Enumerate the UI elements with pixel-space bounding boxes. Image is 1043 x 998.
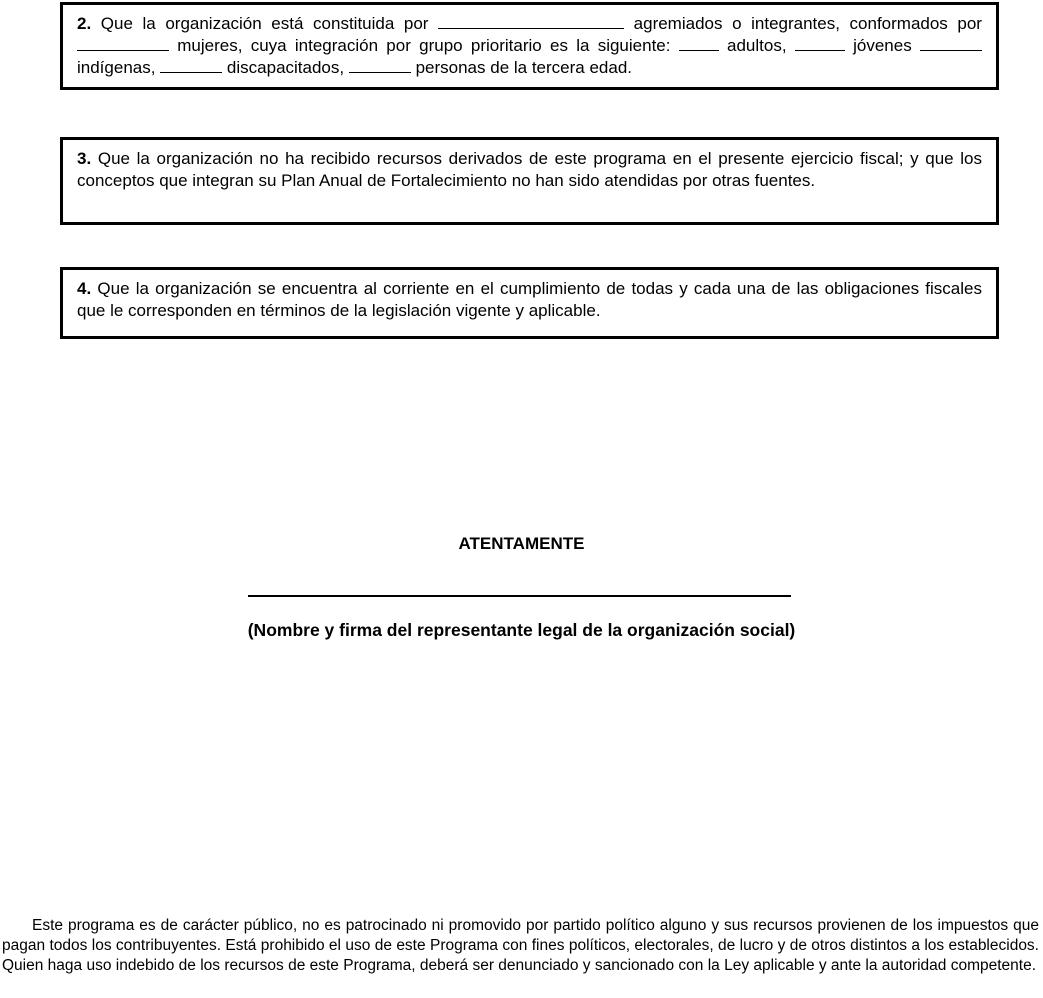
clause-2-box [60,2,999,90]
clause-2-text-part: mujeres, cuya integración por grupo prioritario es la siguiente: [177,36,671,55]
clause-2-text-part: jóvenes [853,36,912,55]
clause-2-text-part: agremiados o integrantes, conformados por [633,14,982,33]
clause-3-box [60,137,999,225]
signature-caption: (Nombre y firma del representante legal de la organización social) [247,620,796,640]
elderly-count-blank[interactable] [349,57,411,73]
clause-2-text-part: discapacitados, [226,58,345,77]
clause-4-box [60,267,999,339]
clause-4-number: 4. [77,279,92,298]
legal-disclaimer: Este programa es de carácter público, no es patrocinado ni promovido por partido político alguno y sus recursos provienen de los impuestos que pagan todos los contribuyentes. Está prohibido el uso de este Programa con fines políticos, electorales, de lucro y de otros distintos a los establecidos. Quien haga uso indebido de los recursos de este Programa, deberá ser denunciado y sancionado con la Ley aplicable y ante la autoridad competente. [2,917,1039,974]
clause-3-text: Que la organización no ha recibido recursos derivados de este programa en el presente ejercicio fiscal; y que los conceptos que integran su Plan Anual de Fortalecimiento no han sido atendidas por otras fuentes. [77,149,982,190]
disabled-count-blank[interactable] [160,57,222,73]
clause-3-number: 3. [77,149,92,168]
clause-2-number: 2. [77,14,92,33]
salutation: ATENTAMENTE [458,534,585,553]
signature-line[interactable] [248,595,791,597]
members-count-blank[interactable] [438,13,624,29]
indigenous-count-blank[interactable] [920,35,982,51]
adults-count-blank[interactable] [679,35,719,51]
women-count-blank[interactable] [77,35,169,51]
youth-count-blank[interactable] [795,35,845,51]
clause-2-text-part: adultos, [727,36,787,55]
clause-2-text-part: personas de la tercera edad. [415,58,632,77]
clause-2-text-part: indígenas, [77,58,156,77]
clause-4-text: Que la organización se encuentra al corriente en el cumplimiento de todas y cada una de las obligaciones fiscales que le corresponden en términos de la legislación vigente y aplicable. [77,279,982,320]
clause-2-text-part: Que la organización está constituida por [100,14,429,33]
